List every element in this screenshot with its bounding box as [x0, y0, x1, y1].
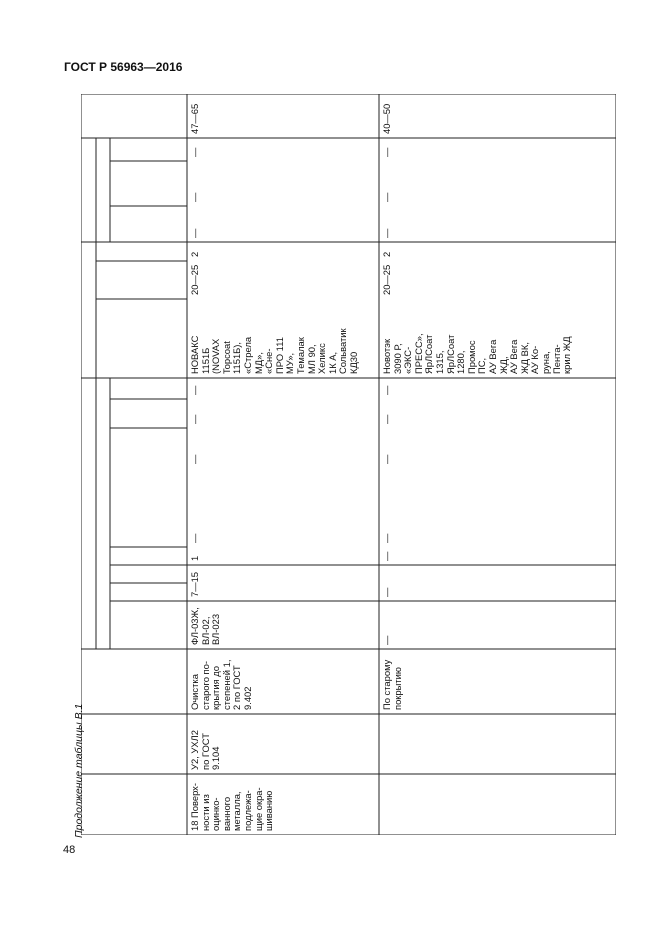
leveler-layers-header-cell: [110, 378, 187, 399]
row2-exploitation-group-cell: [379, 714, 616, 774]
row1-lac-layers: —: [189, 147, 200, 157]
row1-leveler-layers: —: [189, 385, 200, 395]
row2-total: 40—50: [381, 103, 392, 134]
row2-lac-layers: —: [381, 147, 392, 157]
row1-surface-prep-cell: [187, 649, 379, 714]
primer-thickness-header-cell: [110, 565, 187, 601]
row1-leveler-name-cell: [187, 428, 379, 468]
putty-header-cell: [96, 468, 187, 547]
lacquer-name-header-cell: [110, 206, 187, 242]
enamel-thickness-header-cell: [96, 261, 187, 299]
coating-system-header-cell: [81, 138, 96, 649]
leveler-thickness-header-cell: [110, 399, 187, 428]
document-header: ГОСТ Р 56963—2016: [64, 60, 183, 74]
row1-surface-prep: Очистка старого по- крытия до степеней 1, 2 по ГОСТ 9.402: [189, 659, 253, 710]
row2-putty-cell: [379, 468, 616, 547]
row2-enamel-layers-cell: [379, 242, 616, 261]
row2-lac-thickness-cell: [379, 161, 616, 206]
row2-leveler-name-cell: [379, 428, 616, 468]
primer-layers-header-cell: [110, 547, 187, 565]
row1-enamel-layers-cell: [187, 242, 379, 261]
row1-total: 47—65: [189, 103, 200, 134]
row2-lac-thickness: —: [381, 192, 392, 202]
row1-lac-name: —: [189, 228, 200, 238]
row1-leveler-thickness-cell: [187, 399, 379, 428]
row2-exploitation-group: [379, 714, 616, 774]
row1-enamel-thickness: 20—25: [189, 264, 200, 295]
row2-total-cell: [379, 94, 616, 138]
row2-leveler-layers: —: [381, 385, 392, 395]
row1-name-surfaces-cell: [187, 774, 379, 835]
enamel-layers-header-cell: [96, 242, 187, 261]
row1-primer-name: ФЛ-03Ж, ВЛ-02, ВЛ-023: [189, 607, 222, 645]
primer-header-cell: [96, 547, 110, 649]
page-number: 48: [63, 844, 76, 856]
row2-primer-thickness-cell: [379, 565, 616, 601]
row2-name-surfaces: [379, 774, 616, 835]
exploitation-group-header-cell: [81, 714, 187, 774]
row1-primer-thickness-cell: [187, 565, 379, 601]
row2-primer-layers: —: [381, 551, 392, 561]
row1-exploitation-group-cell: [187, 714, 379, 774]
row2-primer-name: —: [381, 635, 392, 645]
row1-lac-layers-cell: [187, 138, 379, 161]
row2-enamel-thickness-cell: [379, 261, 616, 299]
row2-leveler-name: —: [381, 454, 392, 464]
row1-name-surfaces: 18 Поверх- ности из оцинко- ванного металла, подлежа- щие окра- шиванию: [189, 783, 275, 831]
row1-lac-name-cell: [187, 206, 379, 242]
row1-leveler-thickness: —: [189, 414, 200, 424]
total-thickness-header-cell: [81, 94, 187, 138]
row2-lac-layers-cell: [379, 138, 616, 161]
row1-exploitation-group: У2, УХЛ2 по ГОСТ 9.104: [189, 730, 222, 770]
row1-primer-thickness: 7—15: [189, 571, 200, 597]
enamel-name-header-cell: [96, 299, 187, 378]
leveler-name-header-cell: [110, 428, 187, 468]
row1-primer-layers: 1: [189, 555, 200, 561]
row2-enamel-name: Новотэк 3090 Р, «ЭКС- ПРЕСС», ЯрЛСоат 1315, ЯрЛСоат 1280, Промос ПС, АУ Вега ЖД, АУ Вега ЖД ВК, АУ Ко- руна, Пента- крил ЖД: [381, 333, 573, 374]
row2-leveler-layers-cell: [379, 378, 616, 399]
surfaces-name-header-cell: [81, 774, 187, 835]
row2-lac-name-cell: [379, 206, 616, 242]
row1-putty-cell: [187, 468, 379, 547]
row2-enamel-layers: 2: [381, 251, 392, 257]
row1-putty: —: [189, 533, 200, 543]
row2-primer-layers-cell: [379, 547, 616, 565]
table-caption: Продолжение таблицы В.1: [73, 703, 85, 838]
row2-leveler-thickness-cell: [379, 399, 616, 428]
row2-name-surfaces-cell: [379, 774, 616, 835]
row1-enamel-name: НОВАКС 1151Б (NOVAX Topcoat 1151Б), «Стрела МД», «Сне- ПРО 111 МУ», Темалак МЛ 90, Хеликс 1К А, Сольватик КД30: [189, 328, 359, 374]
row2-enamel-thickness: 20—25: [381, 264, 392, 295]
row2-enamel-name-cell: [379, 299, 616, 378]
row1-leveler-layers-cell: [187, 378, 379, 399]
row1-enamel-thickness-cell: [187, 261, 379, 299]
row1-total-cell: [187, 94, 379, 138]
row1-enamel-layers: 2: [189, 251, 200, 257]
row2-leveler-thickness: —: [381, 414, 392, 424]
enamel-header-cell: [81, 242, 96, 378]
row2-surface-prep-cell: [379, 649, 616, 714]
coating-table: [81, 94, 616, 835]
row1-primer-name-cell: [187, 601, 379, 649]
row1-leveler-name: —: [189, 454, 200, 464]
lacquer-thickness-header-cell: [110, 161, 187, 206]
row2-primer-thickness: —: [381, 587, 392, 597]
leveler-header-cell: [96, 378, 110, 468]
row2-putty: —: [381, 533, 392, 543]
surface-prep-header-cell: [81, 649, 187, 714]
lacquer-header-cell: [96, 138, 110, 242]
row1-lac-thickness: —: [189, 192, 200, 202]
row1-lac-thickness-cell: [187, 161, 379, 206]
row1-primer-layers-cell: [187, 547, 379, 565]
row1-enamel-name-cell: [187, 299, 379, 378]
row2-lac-name: —: [381, 228, 392, 238]
lacquer-layers-header-cell: [110, 138, 187, 161]
row2-surface-prep: По старому покрытию: [381, 659, 403, 710]
primer-name-header-cell: [110, 601, 187, 649]
row2-primer-name-cell: [379, 601, 616, 649]
